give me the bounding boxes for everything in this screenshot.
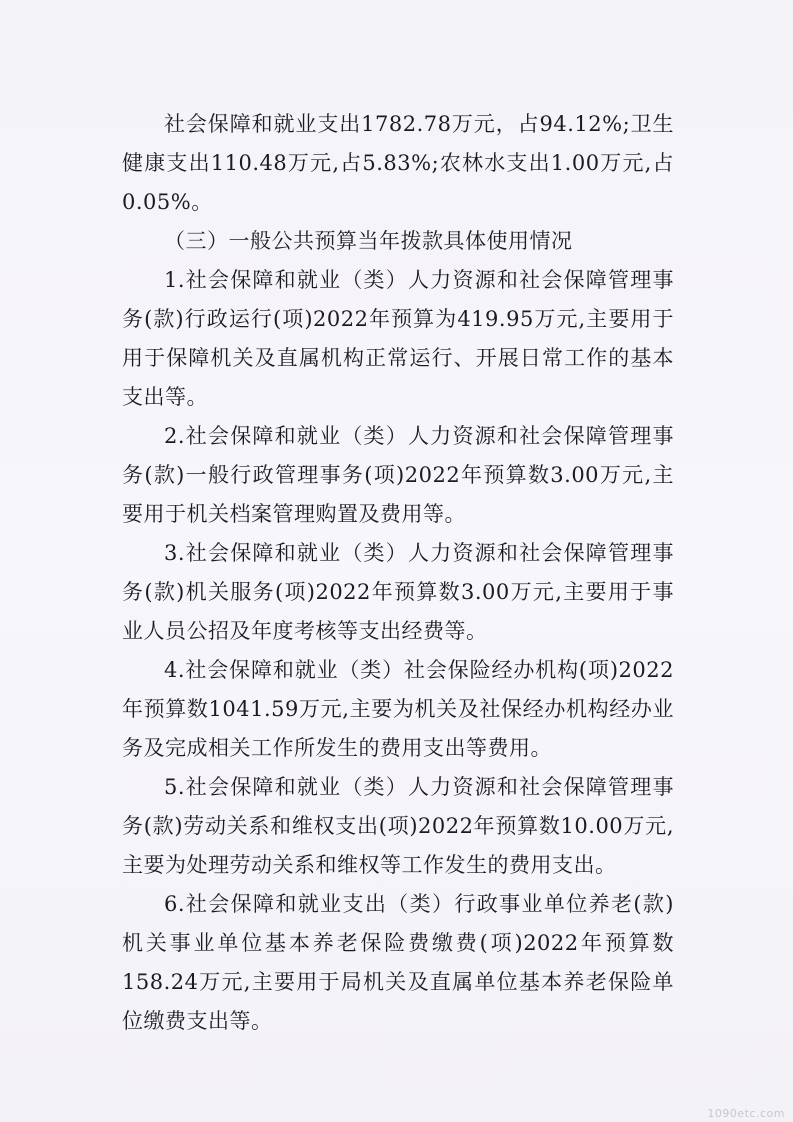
watermark: 1090etc.com bbox=[707, 1107, 785, 1120]
list-item: 6.社会保障和就业支出（类）行政事业单位养老(款)机关事业单位基本养老保险费缴费(项)2022年预算数158.24万元,主要用于局机关及直属单位基本养老保险单位缴费支出等。 bbox=[122, 892, 674, 1033]
list-item: 1.社会保障和就业（类）人力资源和社会保障管理事务(款)行政运行(项)2022年预算为419.95万元,主要用于用于保障机关及直属机构正常运行、开展日常工作的基本支出等。 bbox=[122, 268, 674, 409]
list-item: 2.社会保障和就业（类）人力资源和社会保障管理事务(款)一般行政管理事务(项)2022年预算数3.00万元,主要用于机关档案管理购置及费用等。 bbox=[122, 424, 674, 526]
list-item: 5.社会保障和就业（类）人力资源和社会保障管理事务(款)劳动关系和维权支出(项)2022年预算数10.00万元,主要为处理劳动关系和维权等工作发生的费用支出。 bbox=[122, 775, 674, 877]
section-heading: （三）一般公共预算当年拨款具体使用情况 bbox=[164, 229, 573, 253]
list-item: 3.社会保障和就业（类）人力资源和社会保障管理事务(款)机关服务(项)2022年预算数3.00万元,主要用于事业人员公招及年度考核等支出经费等。 bbox=[122, 541, 674, 643]
list-item: 4.社会保障和就业（类）社会保险经办机构(项)2022年预算数1041.59万元,主要为机关及社保经办机构经办业务及完成相关工作所发生的费用支出等费用。 bbox=[122, 658, 674, 760]
intro-paragraph: 社会保障和就业支出1782.78万元，占94.12%;卫生健康支出110.48万元,占5.83%;农林水支出1.00万元,占0.05%。 bbox=[122, 112, 674, 214]
document-body bbox=[122, 105, 674, 1041]
